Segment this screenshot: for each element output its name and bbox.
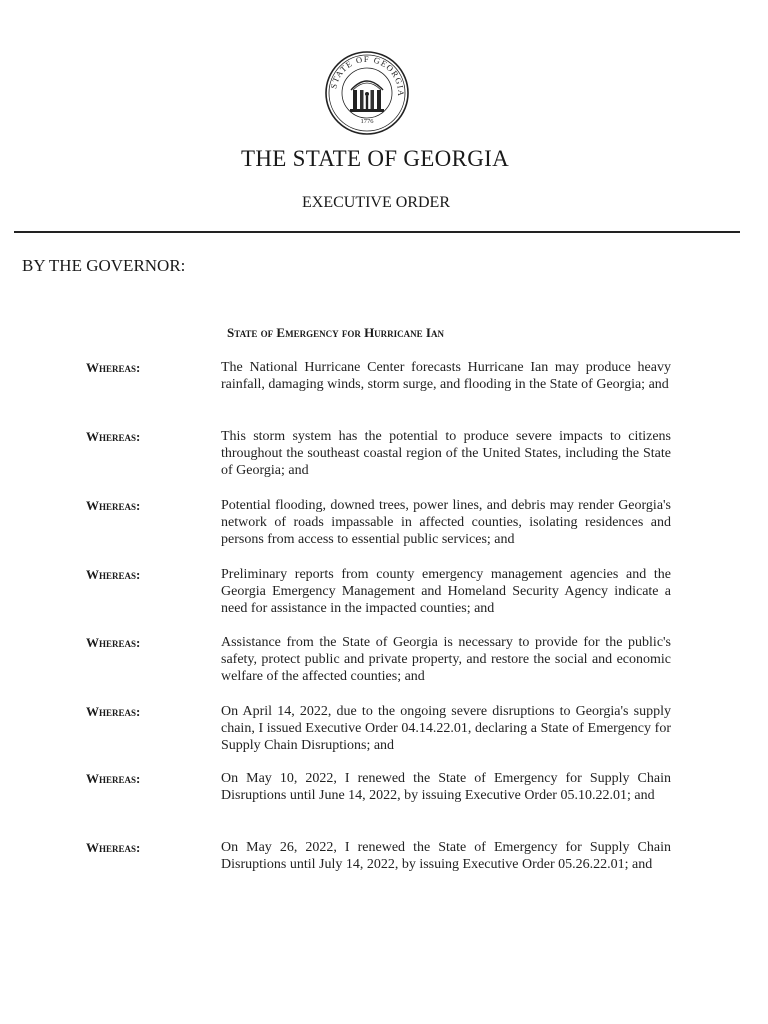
whereas-label: Whereas: [86,704,141,719]
header-divider [14,231,740,233]
whereas-text: On May 26, 2022, I renewed the State of Emergency for Supply Chain Disruptions until July 14, 2022, by issuing Executive Order 05.26.22.01; and [221,840,671,872]
whereas-label: Whereas: [86,771,141,786]
whereas-label: Whereas: [86,360,141,375]
whereas-text: Assistance from the State of Georgia is necessary to provide for the public's safety, protect public and private property, and restore the social and economic welfare of the affected counties; and [221,635,671,684]
whereas-label: Whereas: [86,635,141,650]
by-the-governor-line: BY THE GOVERNOR: [22,256,186,275]
document-type: EXECUTIVE ORDER [302,194,450,211]
order-title: State of Emergency for Hurricane Ian [227,325,444,340]
georgia-state-seal [324,50,410,136]
whereas-text: The National Hurricane Center forecasts Hurricane Ian may produce heavy rainfall, damaging winds, storm surge, and flooding in the State of Georgia; and [221,360,671,392]
seal-year: 1776 [360,118,374,125]
whereas-text: On April 14, 2022, due to the ongoing severe disruptions to Georgia's supply chain, I issued Executive Order 04.14.22.01, declaring a State of Emergency for Supply Chain Disruptions; and [221,704,671,753]
whereas-text: Preliminary reports from county emergency management agencies and the Georgia Emergency Management and Homeland Security Agency indicate a need for assistance in the impacted counties; and [221,567,671,616]
whereas-label: Whereas: [86,840,141,855]
state-title: THE STATE OF GEORGIA [240,146,509,171]
whereas-label: Whereas: [86,567,141,582]
whereas-text: This storm system has the potential to produce severe impacts to citizens throughout the southeast coastal region of the United States, including the State of Georgia; and [221,429,671,478]
whereas-label: Whereas: [86,429,141,444]
whereas-text: Potential flooding, downed trees, power lines, and debris may render Georgia's network of roads impassable in affected counties, isolating residences and persons from access to essential public services; and [221,498,671,547]
whereas-label: Whereas: [86,498,141,513]
seal-ring-text: STATE OF GEORGIA [328,53,407,98]
seal-icon [324,50,410,136]
whereas-text: On May 10, 2022, I renewed the State of Emergency for Supply Chain Disruptions until June 14, 2022, by issuing Executive Order 05.10.22.01; and [221,771,671,803]
